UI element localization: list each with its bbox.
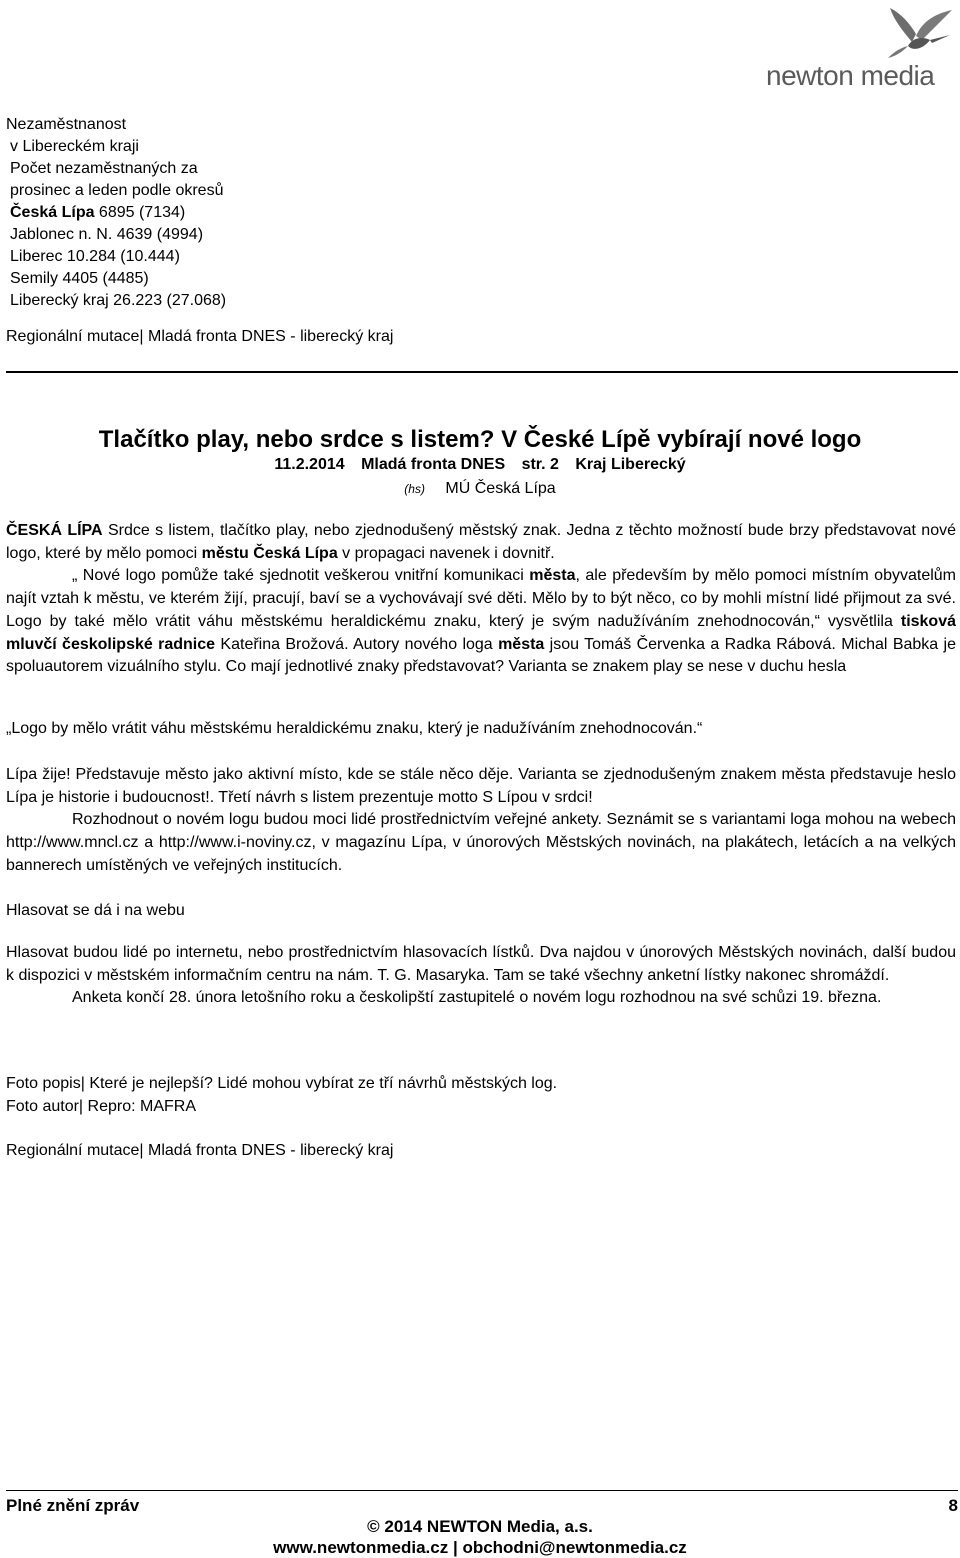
summary-row: Liberec 10.284 (10.444) bbox=[10, 248, 180, 265]
article-subhead: Hlasovat se dá i na webu bbox=[6, 902, 185, 919]
photo-caption: Foto popis| Které je nejlepší? Lidé mohou vybírat ze tří návrhů městských log. bbox=[6, 1075, 558, 1092]
district-name: Česká Lípa bbox=[10, 204, 95, 221]
text-run: , ale především by mělo pomoci místním obyvatelům najít vztah k městu, ve kterém žijí, pracují, baví se a vychovávají své děti. Mělo by to být něco, co by mohli místní lidé přijmout za své. Logo by také mělo vrátit váhu městskému heraldickému znaku, který je svým nadužíváním znehodnocován,“ vysvětlila bbox=[6, 567, 956, 630]
author-tag: (hs) bbox=[404, 482, 425, 496]
summary-line: v Libereckém kraji bbox=[10, 138, 139, 155]
summary-row: Jablonec n. N. 4639 (4994) bbox=[10, 226, 204, 243]
text-run: jsou Tomáš Červenka a Radka Rábová. Michal Babka je spoluautorem vizuálního stylu. Co mají jednotlivé znaky představovat? Varianta se znakem play se nese v duchu hesla bbox=[6, 635, 957, 676]
article-author: MÚ Česká Lípa bbox=[445, 480, 556, 497]
text-run: Srdce s listem, tlačítko play, nebo zjednodušený městský znak. Jedna z těchto možností bude brzy představovat nové logo, které by mělo pomoci bbox=[6, 522, 957, 562]
summary-source: Regionální mutace| Mladá fronta DNES - liberecký kraj bbox=[6, 328, 394, 345]
text-run: Rozhodnout o novém logu budou moci lidé prostřednictvím veřejné ankety. Seznámit se s variantami loga mohou na webech http://www.mncl.cz a http://www.i-noviny.cz, v magazínu Lípa, v únorových Městských novinách, na plakátech, letácích a na velkých bannerech umístěných ve veřejných institucích. bbox=[6, 811, 956, 874]
summary-row: Semily 4405 (4485) bbox=[10, 270, 149, 287]
article-source: Regionální mutace| Mladá fronta DNES - liberecký kraj bbox=[6, 1142, 394, 1159]
pull-quote: „Logo by mělo vrátit váhu městskému heraldickému znaku, který je nadužíváním znehodnocován.“ bbox=[6, 720, 703, 737]
text-run-bold: města bbox=[498, 635, 545, 653]
text-run: Anketa končí 28. února letošního roku a českolipští zastupitelé o novém logu rozhodnou na své schůzi 19. března. bbox=[72, 989, 882, 1007]
article-paper: Mladá fronta DNES bbox=[361, 456, 506, 473]
photo-info bbox=[6, 1073, 956, 1118]
text-run: Kateřina Brožová. Autory nového loga bbox=[215, 635, 499, 653]
article-section: Kraj Liberecký bbox=[575, 456, 686, 473]
text-run-bold: města bbox=[529, 567, 576, 585]
summary-row bbox=[6, 202, 393, 224]
article-meta bbox=[0, 456, 960, 474]
page-number: 8 bbox=[948, 1496, 958, 1515]
text-run-bold: tisková mluvčí českolipské radnice bbox=[6, 612, 956, 653]
footer-links: www.newtonmedia.cz | obchodni@newtonmedia.cz bbox=[273, 1538, 687, 1557]
article-date: 11.2.2014 bbox=[274, 456, 345, 473]
dateline: ČESKÁ LÍPA bbox=[6, 522, 103, 539]
text-run: v propagaci navenek i dovnitř. bbox=[337, 544, 555, 562]
summary-row: Liberecký kraj 26.223 (27.068) bbox=[10, 292, 227, 309]
hummingbird-icon bbox=[762, 2, 958, 62]
text-run: „ Nové logo pomůže také sjednotit veškerou vnitřní komunikaci bbox=[72, 567, 530, 585]
brand-name: newton media bbox=[766, 60, 935, 91]
footer-divider bbox=[6, 1490, 958, 1491]
article-paragraph bbox=[6, 520, 956, 679]
footer-copyright: © 2014 NEWTON Media, a.s. bbox=[367, 1517, 593, 1536]
unemployment-summary bbox=[6, 114, 393, 348]
article-byline bbox=[0, 480, 960, 498]
footer-title: Plné znění zpráv bbox=[6, 1496, 140, 1515]
summary-line: Nezaměstnanost bbox=[6, 116, 127, 133]
article-paragraph bbox=[6, 764, 956, 878]
summary-line: Počet nezaměstnaných za bbox=[10, 160, 198, 177]
article-page: str. 2 bbox=[521, 456, 559, 473]
text-run-bold: městu Česká Lípa bbox=[201, 544, 338, 562]
photo-author: Foto autor| Repro: MAFRA bbox=[6, 1097, 196, 1115]
article-paragraph bbox=[6, 942, 956, 1010]
footer-contact bbox=[0, 1516, 960, 1558]
article-headline: Tlačítko play, nebo srdce s listem? V České Lípě vybírají nové logo bbox=[98, 426, 862, 453]
newton-media-logo bbox=[762, 2, 958, 98]
section-divider bbox=[6, 371, 958, 373]
text-run: Lípa žije! Představuje město jako aktivní místo, kde se stále něco děje. Varianta se zjednodušeným znakem města představuje heslo Lípa je historie i budoucnost!. Třetí návrh s listem prezentuje motto S Lípou v srdci! bbox=[6, 766, 956, 806]
summary-line: prosinec a leden podle okresů bbox=[10, 182, 224, 199]
text-run: Hlasovat budou lidé po internetu, nebo prostřednictvím hlasovacích lístků. Dva najdou v únorových Městských novinách, další budou k dispozici v městském informačním centru na nám. T. G. Masaryka. Tam se také všechny anketní lístky nakonec shromáždí. bbox=[6, 944, 956, 984]
district-value: 6895 (7134) bbox=[94, 204, 186, 221]
